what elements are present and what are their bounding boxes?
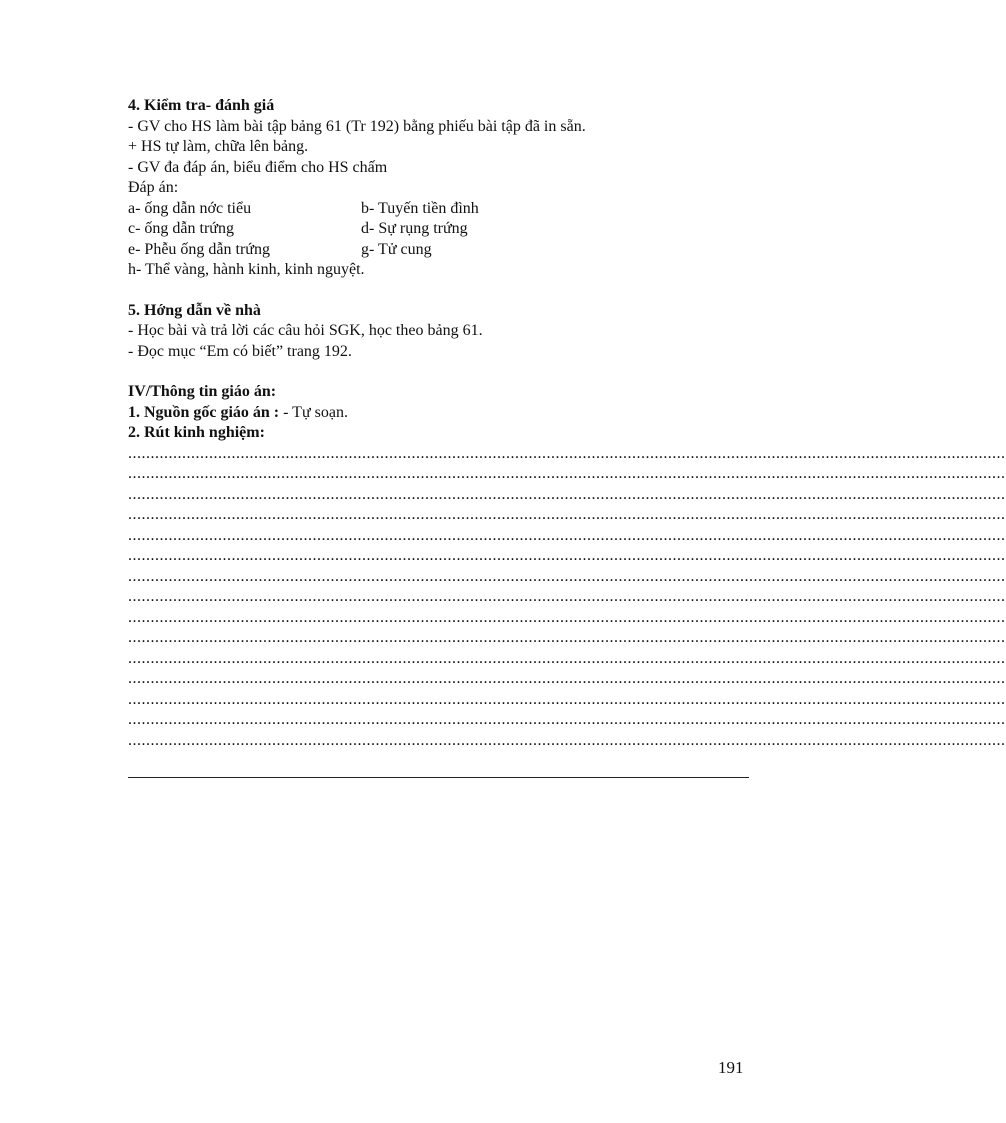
answer-item: d- Sự rụng trứng (361, 220, 468, 237)
answer-item: h- Thể vàng, hành kinh, kinh nguyệt. (128, 261, 365, 278)
section-iv-heading: IV/Thông tin giáo án: (128, 383, 277, 400)
dotted-line: ................................................................................................................................................................................................... (128, 608, 1006, 626)
answer-row (128, 199, 748, 220)
dotted-line: ................................................................................................................................................................................................... (128, 690, 1006, 708)
section-5-line: - Học bài và trả lời các câu hỏi SGK, học theo bảng 61. (128, 322, 483, 339)
dotted-line: ................................................................................................................................................................................................... (128, 485, 1006, 503)
answer-item: c- ống dẫn trứng (128, 220, 234, 237)
dotted-line: ................................................................................................................................................................................................... (128, 670, 1006, 687)
section-4-heading: 4. Kiểm tra- đánh giá (128, 97, 275, 114)
horizontal-rule (128, 777, 749, 778)
source-value: - Tự soạn. (279, 403, 348, 421)
dotted-line: ................................................................................................................................................................................................... (128, 731, 1006, 749)
dotted-line: ................................................................................................................................................................................................... (128, 465, 1006, 482)
dotted-line: ................................................................................................................................................................................................... (128, 547, 1006, 564)
spacer (128, 362, 748, 382)
dotted-line: ................................................................................................................................................................................................... (128, 649, 1006, 667)
answer-item: a- ống dẫn nớc tiểu (128, 199, 252, 217)
spacer (128, 281, 748, 301)
section-4-line: + HS tự làm, chữa lên bảng. (128, 138, 309, 155)
answer-key-label: Đáp án: (128, 179, 179, 196)
source-label: 1. Nguồn gốc giáo án : (128, 403, 280, 421)
answer-item: g- Tử cung (361, 240, 432, 258)
dotted-line: ................................................................................................................................................................................................... (128, 629, 1006, 646)
experience-label: 2. Rút kinh nghiệm: (128, 424, 265, 441)
dotted-line: ................................................................................................................................................................................................... (128, 526, 1006, 544)
section-5-heading: 5. Hớng dẫn về nhà (128, 301, 261, 319)
answer-row (128, 219, 748, 240)
dotted-line: ................................................................................................................................................................................................... (128, 588, 1006, 605)
answer-row (128, 240, 748, 261)
dotted-line: ................................................................................................................................................................................................... (128, 506, 1006, 523)
page-content (128, 96, 1006, 751)
page-number: 191 (718, 1058, 744, 1077)
dotted-line: ................................................................................................................................................................................................... (128, 567, 1006, 585)
dotted-line: ................................................................................................................................................................................................... (128, 711, 1006, 728)
dotted-line: ................................................................................................................................................................................................... (128, 444, 1006, 462)
section-4-line: - GV đa đáp án, biểu điểm cho HS chấm (128, 158, 388, 176)
section-5-line: - Đọc mục “Em có biết” trang 192. (128, 342, 352, 360)
source-line (128, 403, 748, 424)
answer-item: e- Phễu ống dẫn trứng (128, 240, 270, 258)
section-4-line: - GV cho HS làm bài tập bảng 61 (Tr 192) bằng phiếu bài tập đã in sẵn. (128, 117, 586, 135)
answer-item: b- Tuyến tiền đình (361, 199, 479, 217)
